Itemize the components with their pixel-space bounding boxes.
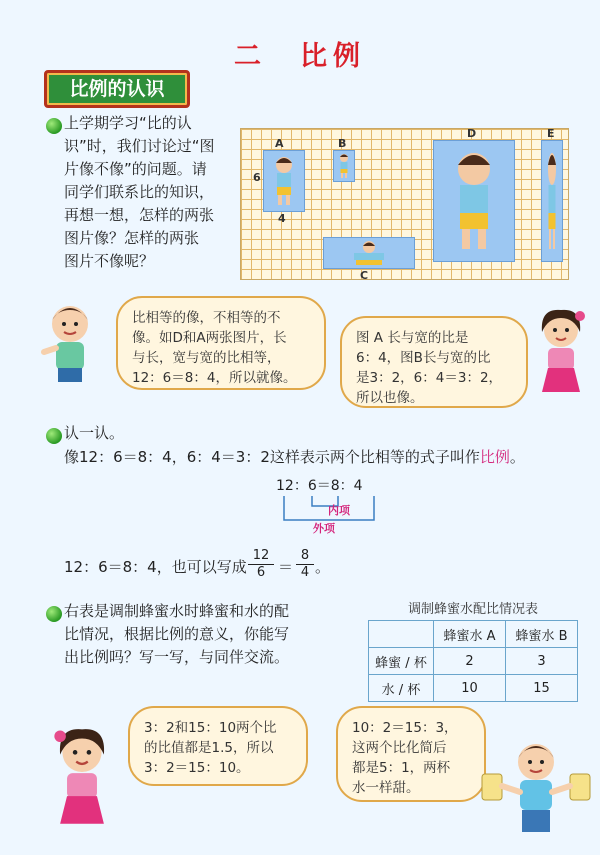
definition-end: 。: [509, 448, 525, 466]
bubble-line: 比相等的像，不相等的不: [132, 310, 281, 326]
speech-bubble-girl: [340, 316, 528, 408]
fraction-denominator: 4: [300, 565, 310, 580]
proportion-definition: [64, 446, 584, 469]
table-cell: 2: [434, 648, 506, 675]
table-header-cell: [369, 621, 434, 648]
table-header-cell: 蜂蜜水 A: [434, 621, 506, 648]
table-cell: 3: [505, 648, 577, 675]
intro-line: 图片不像呢？: [64, 252, 155, 270]
table-row: [369, 648, 578, 675]
girl-illustration-icon: [528, 302, 594, 406]
bubble-line: 都是5：1，两杯: [352, 760, 451, 776]
picture-c: [323, 237, 415, 269]
bullet-icon: [46, 606, 62, 622]
expr-term-6: 6: [307, 478, 317, 494]
picture-b-label: B: [338, 137, 347, 150]
boy-figure-icon: [434, 141, 514, 261]
bubble-line: 10：2＝15：3，: [352, 720, 458, 736]
bubble-line: 12：6＝8：4，所以就像。: [132, 370, 297, 386]
girl-illustration-icon: [44, 720, 120, 840]
expr-term-8: 8: [330, 478, 340, 494]
boy-figure-icon: [542, 141, 562, 261]
bullet-icon: [46, 428, 62, 444]
honey-task-line: 比情况，根据比例的意义，你能写: [64, 625, 290, 643]
proportion-expression: [276, 475, 396, 495]
proportion-term: 比例: [479, 448, 510, 466]
speech-bubble-girl-2: [128, 706, 308, 786]
recognize-heading: 认一认。: [64, 424, 125, 442]
bubble-line: 所以也像。: [356, 390, 424, 406]
expr-equals: ＝: [316, 478, 331, 494]
picture-b: [333, 150, 355, 182]
expr-term-4: 4: [353, 478, 363, 494]
intro-line: 上学期学习“比的认: [64, 114, 192, 132]
bubble-line: 是3：2，6：4＝3：2，: [356, 370, 503, 386]
fraction-equals: ＝: [278, 558, 294, 576]
picture-a: [263, 150, 305, 212]
picture-a-label: A: [275, 137, 284, 150]
bubble-line: 像。如D和A两张图片，长: [132, 330, 287, 346]
honey-table-caption: 调制蜂蜜水配比情况表: [407, 602, 538, 617]
dimension-six: 6: [253, 171, 261, 184]
fraction-8-4: [296, 548, 314, 581]
bubble-line: 这两个比化简后: [352, 740, 447, 756]
bubble-line: 3：2和15：10两个比: [144, 720, 277, 736]
table-cell: 蜂蜜 / 杯: [369, 648, 434, 675]
fraction-numerator: 8: [296, 548, 314, 565]
intro-line: 同学们联系比的知识，: [64, 183, 215, 201]
table-cell: 15: [505, 675, 577, 702]
bubble-line: 与长，宽与宽的比相等，: [132, 350, 281, 366]
boy-figure-icon: [324, 238, 414, 268]
bubble-line: 水一样甜。: [352, 780, 420, 796]
chapter-title: 二 比例: [234, 41, 366, 72]
expr-colon: ：: [339, 478, 354, 494]
intro-line: 图片像？怎样的两张: [64, 229, 200, 247]
honey-task-paragraph: [64, 600, 364, 669]
picture-d-label: D: [467, 127, 477, 140]
honey-task-line: 右表是调制蜂蜜水时蜂蜜和水的配: [64, 602, 290, 620]
intro-paragraph: [64, 112, 236, 273]
expr-colon: ：: [293, 478, 308, 494]
definition-text: 像12：6＝8：4，6：4＝3：2这样表示两个比相等的式子叫作: [64, 448, 480, 466]
fraction-intro: 12：6＝8：4，也可以写成: [64, 558, 247, 576]
table-header-row: [369, 621, 578, 648]
honey-ratio-table: [368, 620, 578, 702]
fraction-numerator: 12: [248, 548, 274, 565]
intro-line: 片像不像”的问题。请: [64, 160, 207, 178]
bubble-line: 6：4，图B长与宽的比: [356, 350, 491, 366]
fraction-end: 。: [315, 558, 331, 576]
picture-e: [541, 140, 563, 262]
table-header-cell: 蜂蜜水 B: [505, 621, 577, 648]
expr-term-12: 12: [276, 478, 294, 494]
speech-bubble-boy-2: [336, 706, 486, 802]
boy-figure-icon: [264, 151, 304, 211]
table-cell: 水 / 杯: [369, 675, 434, 702]
bubble-line: 图 A 长与宽的比是: [356, 330, 469, 346]
fraction-denominator: 6: [256, 565, 266, 580]
intro-line: 识”时，我们讨论过“图: [64, 137, 215, 155]
fraction-sentence: [64, 556, 247, 579]
picture-e-label: E: [547, 127, 555, 140]
honey-task-line: 出比例吗？写一写，与同伴交流。: [64, 648, 290, 666]
dimension-four: 4: [278, 212, 286, 225]
bubble-line: 的比值都是1.5，所以: [144, 740, 274, 756]
table-row: [369, 675, 578, 702]
picture-c-label: C: [360, 269, 369, 282]
outer-terms-label: 外项: [313, 522, 335, 535]
table-cell: 10: [434, 675, 506, 702]
intro-line: 再想一想，怎样的两张: [64, 206, 215, 224]
boy-illustration-icon: [34, 296, 106, 396]
speech-bubble-boy: [116, 296, 326, 390]
inner-terms-label: 内项: [328, 504, 350, 517]
fraction-12-6: [248, 548, 274, 581]
picture-grid: [240, 128, 569, 280]
boy-figure-icon: [334, 151, 354, 181]
boy-with-cups-icon: [480, 734, 592, 848]
picture-d: [433, 140, 515, 262]
section-title: 比例的认识: [44, 70, 190, 108]
bullet-icon: [46, 118, 62, 134]
bubble-line: 3：2＝15：10。: [144, 760, 250, 776]
